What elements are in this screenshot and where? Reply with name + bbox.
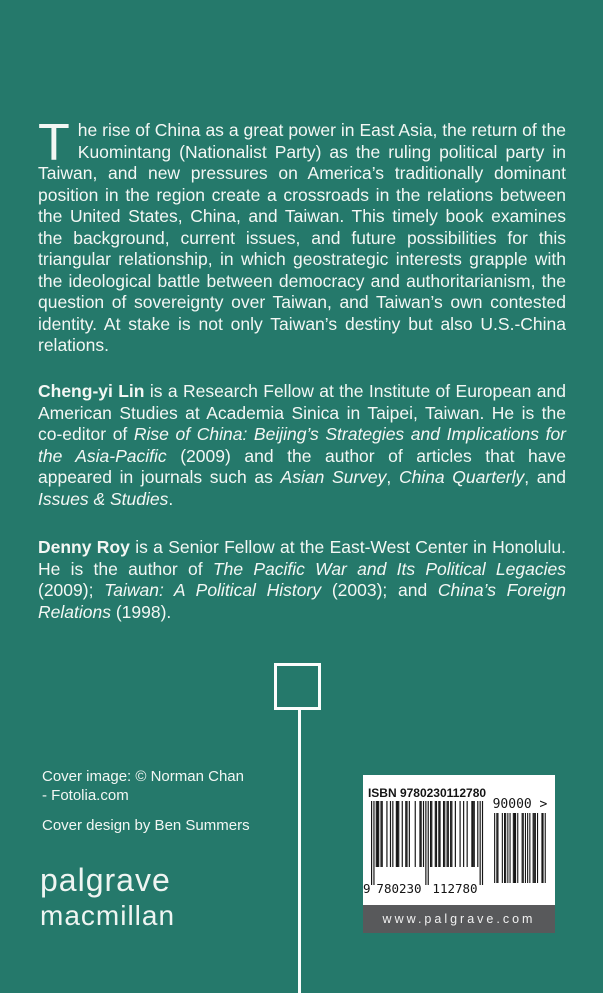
publisher-logo — [40, 860, 175, 932]
ean13-digits-left: 780230 — [376, 881, 422, 896]
publisher-logo-macmillan: macmillan — [40, 900, 176, 931]
website-url: www.palgrave.com — [382, 912, 536, 926]
bio-segment: Cheng-yi Lin — [38, 381, 145, 401]
cover-art-vertical-rule — [298, 708, 301, 993]
bio-segment: , — [386, 467, 399, 487]
bio-segment: The Pacific War and Its Political Legacies — [212, 558, 566, 579]
bio-segment: is a Research Fellow at the Institute of European and American Studies at Academia Sinica in Taipei, Taiwan. He is the co-editor of — [38, 381, 566, 444]
bio-segment: China’s Foreign Relations — [38, 580, 567, 622]
bio-segment: China Quarterly — [398, 467, 525, 487]
bio-segment: . — [168, 488, 174, 509]
credits-block — [42, 768, 250, 836]
bio-segment: Denny Roy — [38, 537, 130, 557]
cover-design-credit: Cover design by Ben Summers — [42, 817, 250, 834]
addon-bars — [494, 813, 546, 883]
author-bio-cheng-yi-lin — [38, 381, 566, 510]
ean13-digit-lead: 9 — [363, 881, 371, 896]
book-blurb — [38, 114, 566, 357]
website-bar — [363, 905, 555, 933]
cover-art-square — [274, 663, 321, 710]
bio-segment: (2009) and the author of articles that have appeared in journals such as — [38, 445, 566, 487]
bio-segment: Rise of China: Beijing’s Strategies and Implications for the Asia-Pacific — [38, 424, 567, 466]
bio-segment: , and — [524, 467, 566, 487]
bio-segment: Asian Survey — [280, 467, 387, 487]
bio-segment: Issues & Studies — [38, 488, 169, 509]
bio-segment: is a Senior Fellow at the East-West Center in Honolulu. He is the author of — [38, 537, 567, 579]
isbn-barcode — [363, 775, 555, 905]
author-bio-denny-roy — [38, 537, 566, 623]
barcode-panel — [363, 775, 555, 905]
cover-image-credit-line1: Cover image: © Norman Chan — [42, 768, 244, 785]
drop-cap: T — [38, 114, 70, 172]
blurb-text: he rise of China as a great power in East Asia, the return of the Kuomintang (Nationalist Party) as the ruling political party in Taiwan, and new pressures on America’s traditionally dominant position in the region create a crossroads in the relations between the United States, China, and Taiwan. This timely book examines the background, current issues, and future possibilities for this triangular relationship, in which geostrategic interests grapple with the ideological battle between democracy and authoritarianism, the question of sovereignty over Taiwan, and Taiwan’s own contested identity. At stake is not only Taiwan’s destiny but also U.S.-China relations. — [38, 120, 566, 355]
bio-segment: Taiwan: A Political History — [104, 580, 322, 600]
ean13-digits-right: 112780 — [432, 881, 478, 896]
isbn-label: ISBN 9780230112780 — [367, 786, 487, 800]
bio-segment: (2009); — [38, 580, 105, 600]
addon-price-code: 90000 > — [492, 797, 548, 812]
ean13-bars — [371, 801, 483, 885]
publisher-logo-palgrave: palgrave — [40, 862, 171, 898]
bio-segment: (2003); and — [321, 580, 438, 600]
cover-image-credit-line2: - Fotolia.com — [42, 786, 129, 804]
bio-segment: (1998). — [110, 601, 172, 622]
